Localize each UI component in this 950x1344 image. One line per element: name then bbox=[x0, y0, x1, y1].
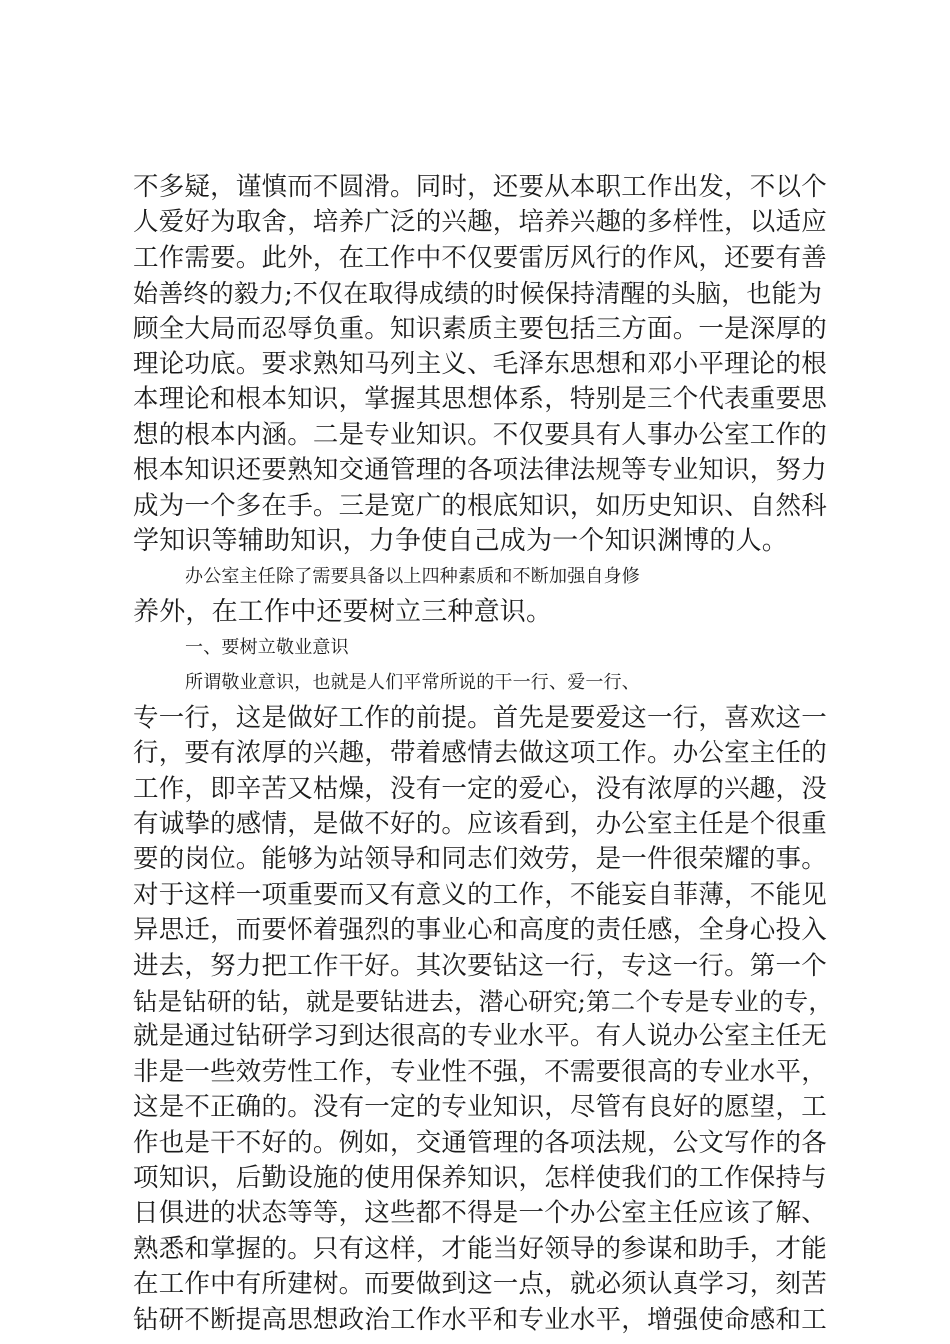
text-line: 项知识，后勤设施的使用保养知识，怎样使我们的工作保持与 bbox=[133, 1162, 827, 1193]
text-line: 在工作中有所建树。而要做到这一点，就必须认真学习，刻苦 bbox=[133, 1269, 827, 1300]
text-line: 非是一些效劳性工作，专业性不强，不需要很高的专业水平， bbox=[133, 1056, 827, 1087]
text-line: 学知识等辅助知识，力争使自己成为一个知识渊博的人。 bbox=[133, 525, 789, 556]
text-line: 日俱进的状态等等，这些都不得是一个办公室主任应该了解、 bbox=[133, 1198, 827, 1229]
text-line: 有诚挚的感情，是做不好的。应该看到，办公室主任是个很重 bbox=[133, 809, 827, 840]
text-line: 这是不正确的。没有一定的专业知识，尽管有良好的愿望，工 bbox=[133, 1092, 827, 1123]
text-line: 不多疑，谨慎而不圆滑。同时，还要从本职工作出发，不以个 bbox=[133, 172, 827, 202]
text-line: 要的岗位。能够为站领导和同志们效劳，是一件很荣耀的事。 bbox=[133, 844, 827, 875]
text-line: 熟悉和掌握的。只有这样，才能当好领导的参谋和助手，才能 bbox=[133, 1233, 827, 1264]
text-line: 一、要树立敬业意识 bbox=[185, 637, 349, 659]
text-line: 异思迁，而要怀着强烈的事业心和高度的责任感，全身心投入 bbox=[133, 915, 827, 946]
text-line: 钻是钻研的钻，就是要钻进去，潜心研究;第二个专是专业的专， bbox=[133, 986, 834, 1016]
document-body bbox=[133, 170, 833, 1338]
text-line: 人爱好为取舍，培养广泛的兴趣，培养兴趣的多样性，以适应 bbox=[133, 207, 827, 238]
text-line: 始善终的毅力;不仅在取得成绩的时候保持清醒的头脑，也能为 bbox=[133, 279, 823, 309]
text-line: 工作，即辛苦又枯燥，没有一定的爱心，没有浓厚的兴趣，没 bbox=[133, 773, 827, 804]
text-line: 想的根本内涵。二是专业知识。不仅要具有人事办公室工作的 bbox=[133, 419, 827, 450]
text-line: 就是通过钻研学习到达很高的专业水平。有人说办公室主任无 bbox=[133, 1021, 827, 1052]
text-line: 钻研不断提高思想政治工作水平和专业水平，增强使命感和工 bbox=[133, 1304, 827, 1335]
text-line: 对于这样一项重要而又有意义的工作，不能妄自菲薄，不能见 bbox=[133, 879, 827, 910]
text-line: 专一行，这是做好工作的前提。首先是要爱这一行，喜欢这一 bbox=[133, 702, 827, 733]
text-line: 所谓敬业意识，也就是人们平常所说的干一行、爱一行、 bbox=[185, 672, 640, 694]
text-line: 作也是干不好的。例如，交通管理的各项法规，公文写作的各 bbox=[133, 1127, 827, 1158]
text-line: 理论功底。要求熟知马列主义、毛泽东思想和邓小平理论的根 bbox=[133, 348, 827, 379]
text-line: 行，要有浓厚的兴趣，带着感情去做这项工作。办公室主任的 bbox=[133, 738, 827, 769]
text-line: 顾全大局而忍辱负重。知识素质主要包括三方面。一是深厚的 bbox=[133, 313, 827, 344]
text-line: 成为一个多在手。三是宽广的根底知识，如历史知识、自然科 bbox=[133, 490, 827, 521]
text-line: 根本知识还要熟知交通管理的各项法律法规等专业知识，努力 bbox=[133, 455, 827, 486]
text-line: 办公室主任除了需要具备以上四种素质和不断加强自身修 bbox=[185, 566, 640, 588]
text-line: 养外，在工作中还要树立三种意识。 bbox=[133, 596, 553, 627]
text-line: 进去，努力把工作干好。其次要钻这一行，专这一行。第一个 bbox=[133, 950, 827, 981]
text-line: 本理论和根本知识，掌握其思想体系，特别是三个代表重要思 bbox=[133, 384, 827, 415]
text-line: 工作需要。此外，在工作中不仅要雷厉风行的作风，还要有善 bbox=[133, 242, 827, 273]
